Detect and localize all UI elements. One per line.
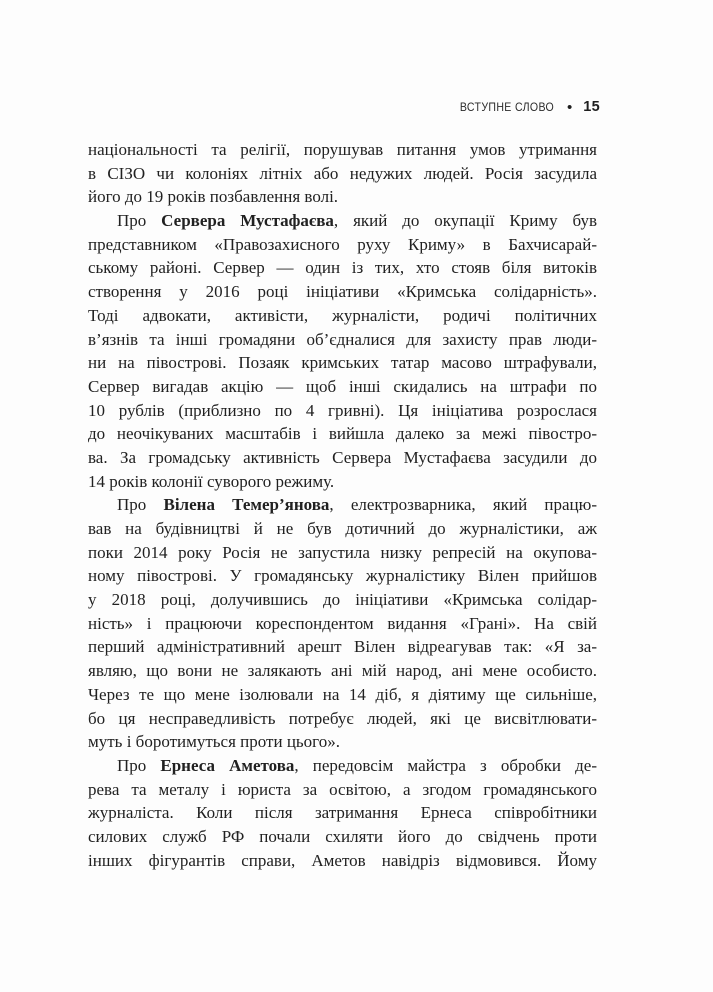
text-block [88,138,597,872]
text-line: в’язнів та інші громадяни об’єдналися для захисту прав люди- [88,329,597,349]
text-line: 10 рублів (приблизно по 4 гривні). Ця ініціатива розрослася [88,400,597,420]
paragraph [88,209,597,493]
person-name-bold: Ернеса Аметова [160,755,295,775]
text-line: перший адміністративний арешт Вілен відреагував так: «Я за- [88,637,597,657]
text-line: до неочікуваних масштабів і вийшла далеко за межі півостро- [88,424,597,444]
text-line: інших фігурантів справи, Аметов навідріз відмовився. Йому [88,850,597,870]
text-line: створення у 2016 році ініціативи «Кримська солідарність». [88,282,597,302]
text-line: вав на будівництві й не був дотичний до журналістики, аж [88,519,597,538]
text-line: ному півострові. У громадянську журналістику Вілен прийшов [88,566,597,586]
text-line: його до 19 років позбавлення волі. [88,187,339,207]
text-line: ни на півострові. Позаяк кримських татар масово штрафували, [88,353,597,373]
text-line: в СІЗО чи колоніях літніх або недужих людей. Росія засудила [88,163,597,183]
text-line: журналіста. Коли після затримання Ернеса співробітники [88,803,597,823]
paragraph [88,754,597,872]
text-line: муть і боротимуться проти цього». [88,732,340,752]
text-line: національності та релігії, порушував питання умов утримання [88,140,597,159]
text-line: Про Ернеса Аметова, передовсім майстра з обробки де- [117,755,597,775]
separator-dot-icon: • [567,98,573,116]
text-line: 14 років колонії суворого режиму. [88,471,335,491]
text-line: Про Сервера Мустафаєва, який до окупації Криму був [117,211,597,231]
text-line: ському районі. Сервер — один із тих, хто стояв біля витоків [88,258,597,278]
page-number: 15 [583,99,600,115]
text-line: ність» і працюючи кореспондентом видання «Грані». На свій [88,613,597,633]
text-line: силових служб РФ почали схиляти його до свідчень проти [88,826,597,846]
text-line: Сервер вигадав акцію — щоб інші скидались на штрафи по [88,376,597,396]
person-name-bold: Сервера Мустафаєва [161,211,334,231]
text-line: поки 2014 року Росія не запустила низку репресій на окупова- [88,542,597,562]
paragraph [88,138,597,209]
text-line: рева та металу і юриста за освітою, а згодом громадянського [88,779,597,799]
text-line: у 2018 році, долучившись до ініціативи «Кримська солідар- [88,590,597,610]
section-title: ВСТУПНЕ СЛОВО [459,100,554,114]
text-line: бо ця несправедливість потребує людей, які це висвітлювати- [88,708,597,728]
text-line: являю, що вони не залякають ані мій народ, ані мене особисто. [88,661,597,681]
text-line: представником «Правозахисного руху Криму» в Бахчисарай- [88,234,597,254]
running-head [447,99,600,115]
text-line: Тоді адвокати, активісти, журналісти, родичі політичних [88,305,597,325]
paragraph [88,493,597,754]
person-name-bold: Вілена Темер’янова [163,495,330,515]
text-line: ва. За громадську активність Сервера Мустафаєва засудили до [88,447,597,467]
text-line: Через те що мене ізолювали на 14 діб, я діятиму ще сильніше, [88,684,597,704]
text-line: Про Вілена Темер’янова, електрозварника, який працю- [117,495,597,515]
